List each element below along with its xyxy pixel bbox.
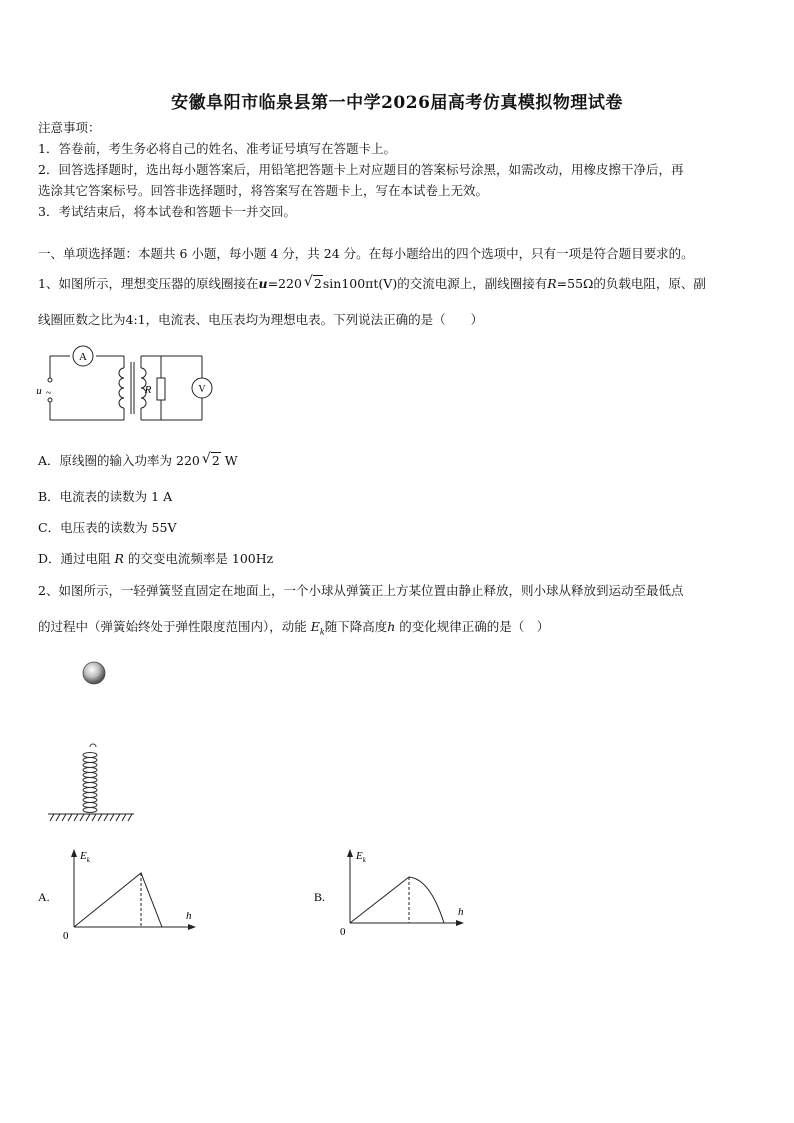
q1-sqrt: √ 2 xyxy=(304,276,323,292)
q1-option-a: A．原线圈的输入功率为 220√ 2 W xyxy=(38,453,238,469)
source-label: u xyxy=(36,385,42,397)
q2-ball-spring-diagram xyxy=(40,655,150,825)
q1-option-b: B．电流表的读数为 1 A xyxy=(38,489,173,504)
resistor-label: R xyxy=(144,384,152,396)
graph-b-x-label: h xyxy=(458,906,464,918)
voltmeter-label: V xyxy=(198,384,206,395)
graph-a-curve xyxy=(74,873,162,927)
q1-u-var: u xyxy=(258,276,268,291)
ground xyxy=(48,814,134,821)
q1-option-a-sqrt: √ 2 xyxy=(202,453,221,469)
notice-heading: 注意事项： xyxy=(38,120,101,135)
page-title: 安徽阜阳市临泉县第一中学2026届高考仿真模拟物理试卷 xyxy=(171,93,623,113)
q1-option-d: D．通过电阻 R 的交变电流频率是 100Hz xyxy=(38,551,274,566)
graph-b-curve xyxy=(350,877,444,923)
q1-text-b: 的交流电源上，副线圈接有 xyxy=(397,276,548,291)
graph-a-x-label: h xyxy=(186,910,192,922)
q1-r-var: R xyxy=(547,276,557,291)
notice-item-3: 3．考试结束后，将本试卷和答题卡一并交回。 xyxy=(38,204,296,219)
graph-b-label: B. xyxy=(314,890,326,904)
q1-circuit-diagram xyxy=(34,340,214,430)
resistor xyxy=(157,378,165,400)
q2-graph-a xyxy=(34,843,204,948)
graph-a-origin: 0 xyxy=(63,930,69,942)
notice-item-2-cont: 选涂其它答案标号。回答非选择题时，将答案写在答题卡上，写在本试卷上无效。 xyxy=(38,183,489,198)
spring xyxy=(83,744,97,813)
graph-b-origin: 0 xyxy=(340,926,346,938)
section-heading: 一、单项选择题：本题共 6 小题，每小题 4 分，共 24 分。在每小题给出的四个选项中，只有一项是符合题目要求的。 xyxy=(38,246,694,261)
q1-text-c: 的负载电阻，原、副 xyxy=(593,276,706,291)
graph-b-y-label: $E_k$ xyxy=(356,850,366,864)
q1-r-val: =55Ω xyxy=(556,276,594,291)
ac-symbol: ~ xyxy=(46,388,52,399)
q1-text-a: 1、如图所示，理想变压器的原线圈接在 xyxy=(38,276,259,291)
graph-a-y-label: $E_k$ xyxy=(80,850,90,864)
graph-a-label: A. xyxy=(38,890,50,904)
q1-stem-line1 xyxy=(38,276,706,292)
notice-item-1: 1．答卷前，考生务必将自己的姓名、准考证号填写在答题卡上。 xyxy=(38,141,396,156)
q1-option-c: C．电压表的读数为 55V xyxy=(38,520,177,535)
q2-graph-b xyxy=(312,843,482,948)
q2-stem-line1: 2、如图所示，一轻弹簧竖直固定在地面上，一个小球从弹簧正上方某位置由静止释放，则小球从释放到运动至最低点 xyxy=(38,583,684,598)
q1-eq-num: =220 xyxy=(267,276,302,291)
ball xyxy=(83,662,105,684)
q2-stem-line2: 的过程中（弹簧始终处于弹性限度范围内），动能 $E_k$随下降高度h 的变化规律正确的是（ ） xyxy=(38,619,550,637)
ammeter-label: A xyxy=(79,351,87,363)
q1-eq-tail: sin100πt(V) xyxy=(322,276,398,291)
notice-item-2: 2．回答选择题时，选出每小题答案后，用铅笔把答题卡上对应题目的答案标号涂黑，如需改动，用橡皮擦干净后，再 xyxy=(38,162,684,177)
ek-symbol: $E_k$ xyxy=(310,619,325,637)
q1-stem-line2: 线圈匝数之比为4:1，电流表、电压表均为理想电表。下列说法正确的是（ ） xyxy=(38,312,484,327)
